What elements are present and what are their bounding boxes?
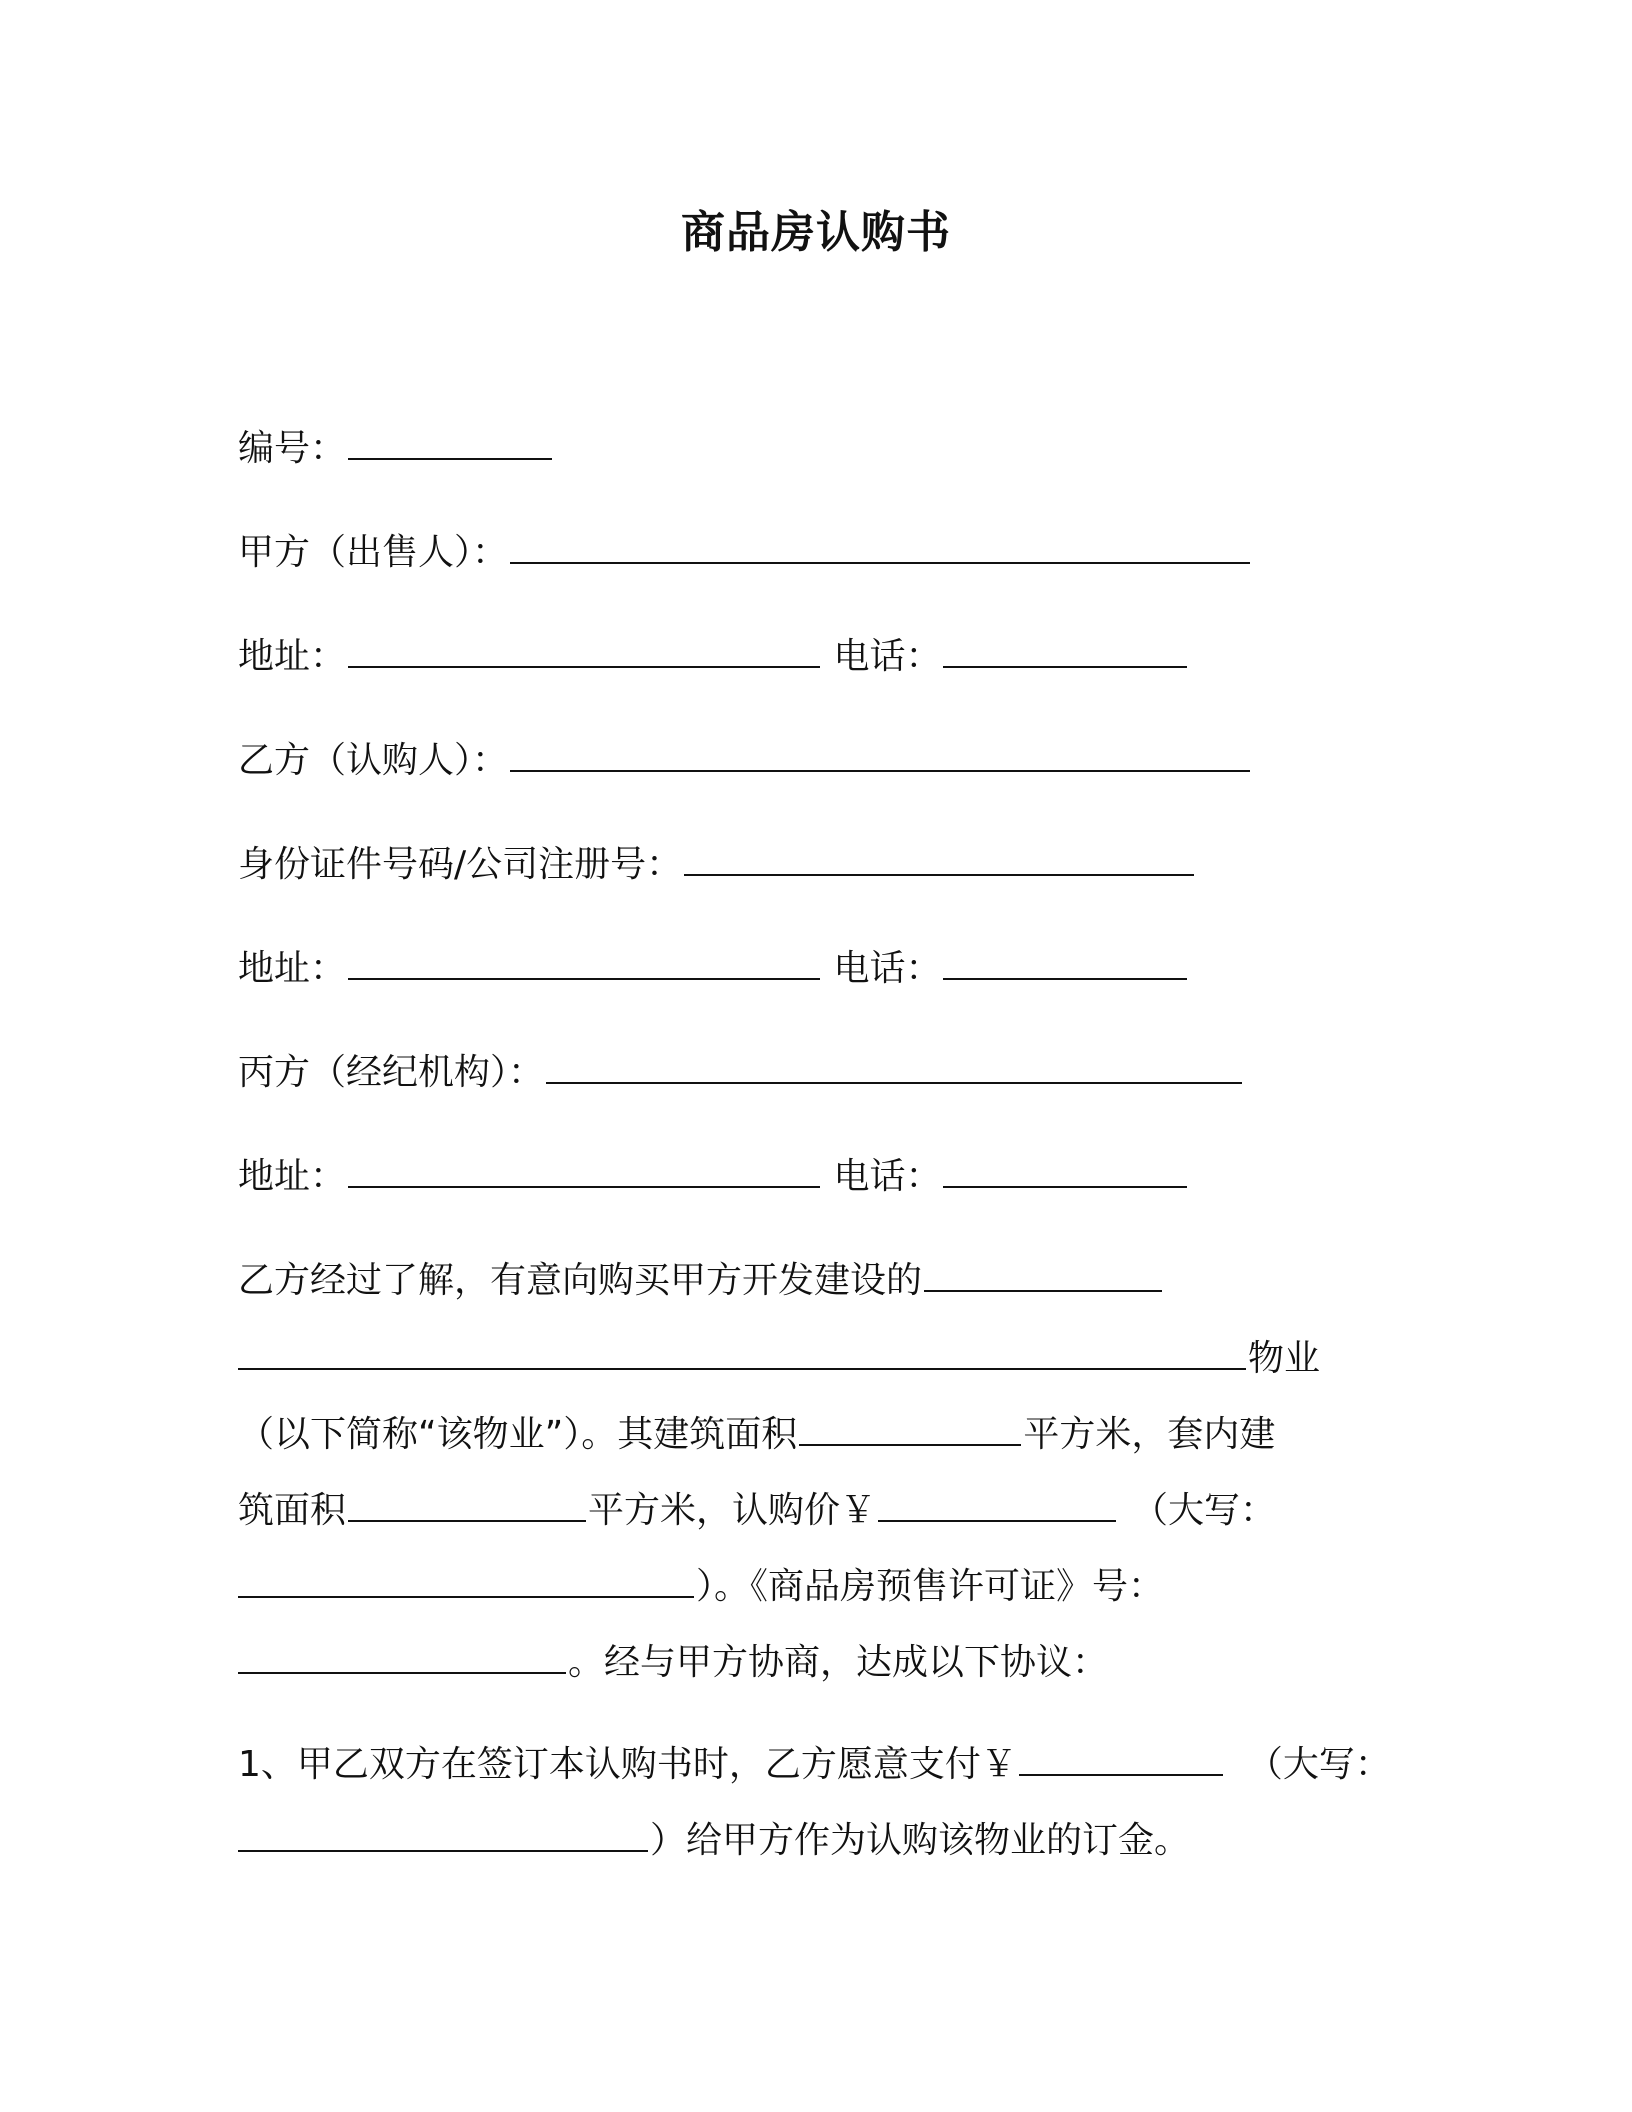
phone-label: 电话： xyxy=(833,1156,942,1197)
party-c-label: 丙方（经纪机构）： xyxy=(238,1052,545,1093)
clause-text: 1、甲乙双方在签订本认购书时，乙方愿意支付￥ xyxy=(238,1744,1017,1785)
id-blank[interactable] xyxy=(684,840,1194,876)
paragraph-text: ）。《商品房预售许可证》号： xyxy=(696,1566,1165,1607)
party-c-phone-blank[interactable] xyxy=(943,1152,1187,1188)
document-title: 商品房认购书 xyxy=(681,207,951,258)
phone-label: 电话： xyxy=(833,948,942,989)
number-label: 编号： xyxy=(238,428,347,469)
address-label: 地址： xyxy=(238,1156,347,1197)
party-a-blank[interactable] xyxy=(510,528,1250,564)
paragraph-text: 物业 xyxy=(1248,1338,1321,1379)
building-area-blank[interactable] xyxy=(799,1410,1021,1446)
party-c-contact-row xyxy=(238,1152,1189,1201)
party-b-blank[interactable] xyxy=(510,736,1250,772)
paragraph-line-3 xyxy=(238,1410,1275,1459)
party-a-phone-blank[interactable] xyxy=(943,632,1187,668)
property-location-blank[interactable] xyxy=(238,1334,1246,1370)
id-row xyxy=(238,840,1196,889)
party-c-row xyxy=(238,1048,1244,1097)
paragraph-text: 乙方经过了解，有意向购买甲方开发建设的 xyxy=(238,1260,923,1301)
clause-text: ）给甲方作为认购该物业的订金。 xyxy=(650,1820,1191,1861)
party-b-label: 乙方（认购人）： xyxy=(238,740,509,781)
project-name-blank[interactable] xyxy=(924,1256,1162,1292)
paragraph-text: （以下简称“该物业”）。其建筑面积 xyxy=(238,1414,798,1455)
clause-text: （大写： xyxy=(1246,1744,1391,1785)
paragraph-text: 平方米，套内建 xyxy=(1023,1414,1276,1455)
party-c-address-blank[interactable] xyxy=(348,1152,820,1188)
deposit-amount-blank[interactable] xyxy=(1019,1740,1223,1776)
inner-area-blank[interactable] xyxy=(348,1486,586,1522)
paragraph-line-6 xyxy=(238,1638,1108,1687)
price-uppercase-blank[interactable] xyxy=(238,1562,694,1598)
address-label: 地址： xyxy=(238,948,347,989)
party-b-phone-blank[interactable] xyxy=(943,944,1187,980)
party-a-label: 甲方（出售人）： xyxy=(238,532,509,573)
clause-1-line-1 xyxy=(238,1740,1391,1789)
paragraph-text: 。经与甲方协商，达成以下协议： xyxy=(568,1642,1109,1683)
paragraph-text: （大写： xyxy=(1132,1490,1277,1531)
id-label: 身份证件号码/公司注册号： xyxy=(238,844,683,885)
paragraph-line-5 xyxy=(238,1562,1164,1611)
paragraph-line-4 xyxy=(238,1486,1276,1535)
party-b-row xyxy=(238,736,1252,785)
paragraph-line-2 xyxy=(238,1334,1320,1383)
price-blank[interactable] xyxy=(878,1486,1116,1522)
paragraph-text: 筑面积 xyxy=(238,1490,347,1531)
paragraph-line-1 xyxy=(238,1256,1164,1305)
number-blank[interactable] xyxy=(348,424,552,460)
clause-1-line-2 xyxy=(238,1816,1190,1865)
presale-permit-blank[interactable] xyxy=(238,1638,566,1674)
party-c-blank[interactable] xyxy=(546,1048,1242,1084)
paragraph-text: 平方米，认购价￥ xyxy=(588,1490,877,1531)
deposit-uppercase-blank[interactable] xyxy=(238,1816,648,1852)
phone-label: 电话： xyxy=(833,636,942,677)
address-label: 地址： xyxy=(238,636,347,677)
party-a-address-blank[interactable] xyxy=(348,632,820,668)
party-a-row xyxy=(238,528,1252,577)
party-a-contact-row xyxy=(238,632,1189,681)
party-b-address-blank[interactable] xyxy=(348,944,820,980)
number-row xyxy=(238,424,554,473)
party-b-contact-row xyxy=(238,944,1189,993)
